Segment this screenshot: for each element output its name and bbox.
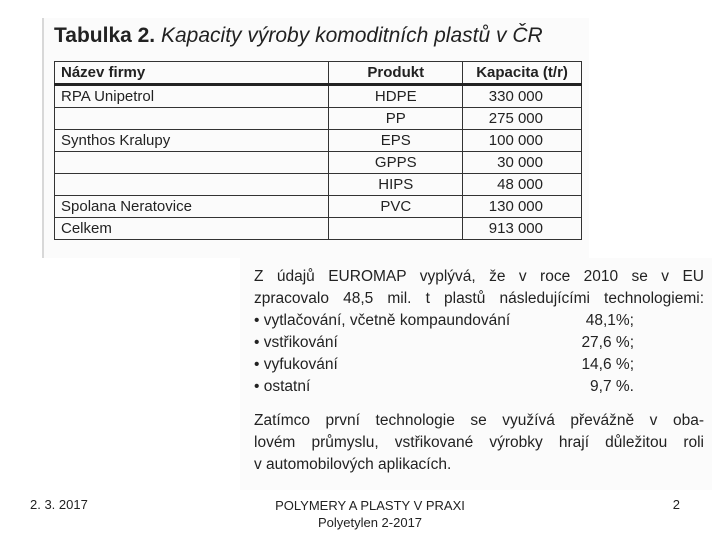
technology-list — [254, 310, 634, 398]
usage-line: v automobilových aplikacích. — [254, 456, 452, 473]
cell-product: GPPS — [329, 152, 463, 174]
cell-company: Spolana Neratovice — [55, 196, 329, 218]
technology-name: • vyfukování — [254, 354, 338, 376]
cell-company — [55, 152, 329, 174]
table-caption — [54, 24, 543, 48]
intro-paragraph — [254, 266, 704, 310]
table-row — [55, 196, 582, 218]
cell-company — [55, 174, 329, 196]
list-item — [254, 332, 634, 354]
cell-capacity: 130 000 — [463, 196, 582, 218]
cell-company: Synthos Kralupy — [55, 130, 329, 152]
intro-line: Z údajů EUROMAP vyplývá, že v roce 2010 se v EU — [254, 268, 704, 285]
list-item — [254, 376, 634, 398]
technology-name: • vstřikování — [254, 332, 338, 354]
table-header-row — [55, 62, 582, 85]
technology-name: • vytlačování, včetně kompaundování — [254, 310, 510, 332]
table-row — [55, 174, 582, 196]
cell-product: EPS — [329, 130, 463, 152]
table-row — [55, 85, 582, 108]
cell-capacity: 30 000 — [463, 152, 582, 174]
usage-line: lovém průmyslu, vstřikované výrobky hrají důležitou roli — [254, 434, 704, 451]
cell-company: Celkem — [55, 218, 329, 240]
usage-paragraph — [254, 410, 704, 476]
list-item — [254, 310, 634, 332]
usage-line: Zatímco první technologie se využívá převážně v oba- — [254, 412, 704, 429]
technology-name: • ostatní — [254, 376, 310, 398]
cell-capacity: 330 000 — [463, 85, 582, 108]
technology-share: 9,7 %. — [590, 378, 634, 395]
capacity-table — [54, 61, 582, 240]
header-company: Název firmy — [55, 62, 329, 85]
cell-product: HDPE — [329, 85, 463, 108]
page-number: 2 — [672, 497, 680, 512]
cell-capacity: 100 000 — [463, 130, 582, 152]
cell-capacity: 48 000 — [463, 174, 582, 196]
intro-line: zpracovalo 48,5 mil. t plastů následujícími technologiemi: — [254, 290, 704, 307]
list-item — [254, 354, 634, 376]
footer-title-line: POLYMERY A PLASTY V PRAXI — [275, 498, 465, 513]
table-caption-text: Kapacity výroby komoditních plastů v ČR — [161, 24, 543, 47]
table-row-total — [55, 218, 582, 240]
footer-title — [230, 497, 510, 531]
cell-product: HIPS — [329, 174, 463, 196]
cell-company — [55, 108, 329, 130]
cell-capacity: 275 000 — [463, 108, 582, 130]
table-scan-image — [42, 18, 589, 258]
table-row — [55, 108, 582, 130]
table-row — [55, 130, 582, 152]
text-scan-image — [240, 258, 712, 490]
cell-product: PVC — [329, 196, 463, 218]
table-caption-number: Tabulka 2. — [54, 24, 156, 47]
cell-product — [329, 218, 463, 240]
cell-capacity: 913 000 — [463, 218, 582, 240]
cell-company: RPA Unipetrol — [55, 85, 329, 108]
footer-subtitle-line: Polyetylen 2-2017 — [317, 515, 423, 530]
technology-share: 27,6 %; — [581, 334, 634, 351]
footer-date: 2. 3. 2017 — [30, 497, 88, 512]
table-row — [55, 152, 582, 174]
header-capacity: Kapacita (t/r) — [463, 62, 582, 85]
technology-share: 48,1%; — [585, 312, 634, 329]
header-product: Produkt — [329, 62, 463, 85]
cell-product: PP — [329, 108, 463, 130]
technology-share: 14,6 %; — [581, 356, 634, 373]
